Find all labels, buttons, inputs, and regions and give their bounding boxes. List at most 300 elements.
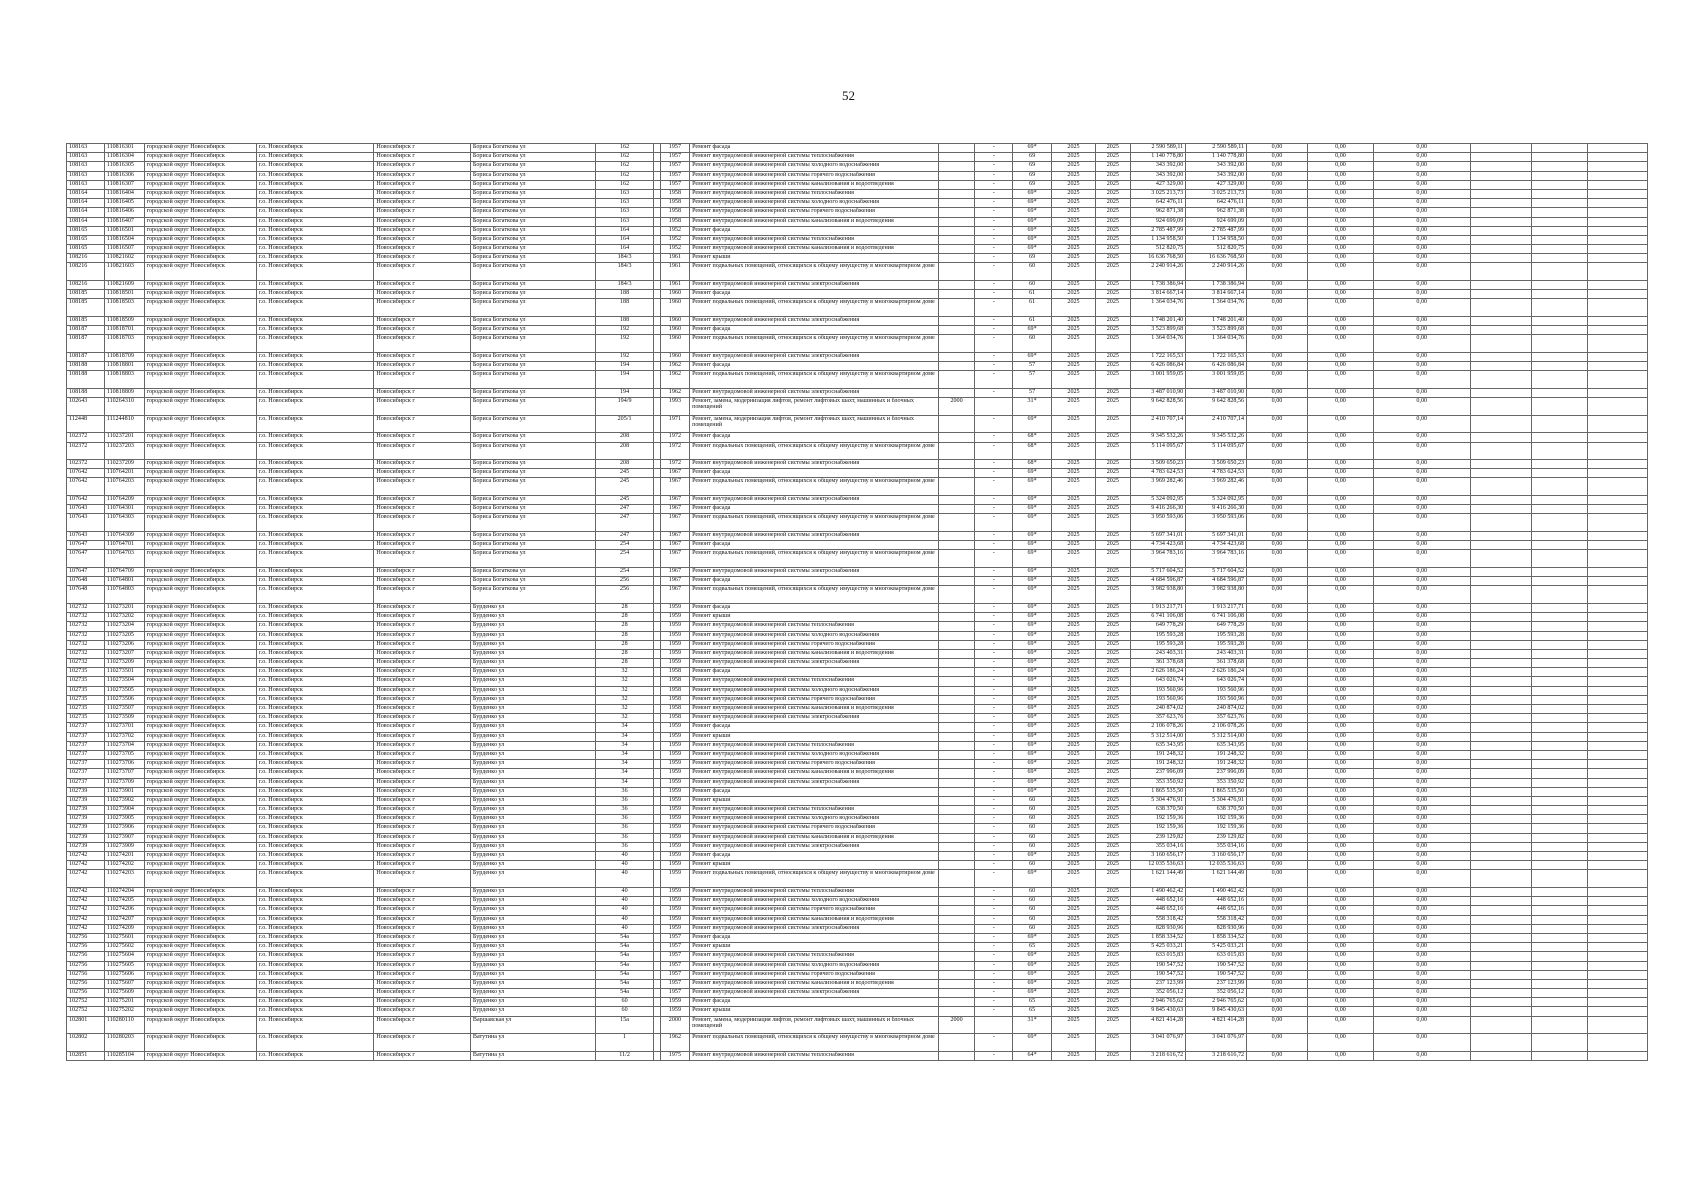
budget-cost-b-cell: 0,00 <box>1307 842 1373 851</box>
fund-cost-cell: 633 015,83 <box>1186 952 1247 961</box>
fund-cost-cell: 352 056,12 <box>1186 989 1247 998</box>
extra-a-cell <box>1470 442 1532 460</box>
lift-year-cell <box>938 815 975 824</box>
year-end-cell: 2025 <box>1096 460 1131 469</box>
dash-mark-cell: - <box>975 226 1013 235</box>
house-number-cell: 34 <box>595 732 654 741</box>
budget-cost-a-cell: 0,00 <box>1247 824 1308 833</box>
extra-c-cell <box>1588 613 1648 622</box>
lift-year-cell <box>938 952 975 961</box>
lift-year-cell <box>938 989 975 998</box>
budget-cost-b-cell: 0,00 <box>1307 787 1373 796</box>
item-code-cell: 110764301 <box>104 505 144 514</box>
year-end-cell: 2025 <box>1096 732 1131 741</box>
house-number-cell: 163 <box>595 217 654 226</box>
table-row <box>67 245 1648 254</box>
city-cell: Новосибирск г <box>374 442 471 460</box>
wear-percent-cell: 69* <box>1013 961 1052 970</box>
city-cell: Новосибирск г <box>374 362 471 371</box>
table-row <box>67 649 1648 658</box>
budget-cost-b-cell: 0,00 <box>1307 1051 1373 1060</box>
dash-mark-cell: - <box>975 649 1013 658</box>
item-code-cell: 110273705 <box>104 750 144 759</box>
wear-percent-cell: 69* <box>1013 144 1052 153</box>
municipality-cell: г.о. Новосибирск <box>256 469 373 478</box>
work-type-cell: Ремонт внутридомовой инженерной системы электроснабжения <box>690 460 939 469</box>
extra-c-cell <box>1588 577 1648 586</box>
dash-mark-cell: - <box>975 180 1013 189</box>
budget-cost-a-cell: 0,00 <box>1247 290 1308 299</box>
extra-a-cell <box>1470 460 1532 469</box>
work-type-cell: Ремонт подвальных помещений, относящихся к общему имуществу в многоквартирном доме <box>690 335 939 353</box>
year-end-cell: 2025 <box>1096 888 1131 897</box>
extra-c-cell <box>1588 162 1648 171</box>
extra-a-cell <box>1470 888 1532 897</box>
district-cell: городской округ Новосибирск <box>144 787 256 796</box>
year-start-cell: 2025 <box>1051 861 1095 870</box>
extra-b-cell <box>1532 677 1588 686</box>
house-number-cell: 164 <box>595 226 654 235</box>
district-cell: городской округ Новосибирск <box>144 208 256 217</box>
budget-cost-a-cell: 0,00 <box>1247 415 1308 433</box>
budget-cost-b-cell: 0,00 <box>1307 398 1373 416</box>
house-id-cell: 102732 <box>67 640 105 649</box>
year-end-cell: 2025 <box>1096 796 1131 805</box>
table-row <box>67 263 1648 281</box>
house-number-cell: 11/2 <box>595 1051 654 1060</box>
house-number-cell: 254 <box>595 541 654 550</box>
item-code-cell: 110273909 <box>104 842 144 851</box>
budget-cost-c-cell: 0,00 <box>1374 568 1471 577</box>
city-cell: Новосибирск г <box>374 281 471 290</box>
work-type-cell: Ремонт фасада <box>690 326 939 335</box>
city-cell: Новосибирск г <box>374 326 471 335</box>
budget-cost-b-cell: 0,00 <box>1307 640 1373 649</box>
item-code-cell: 110273906 <box>104 824 144 833</box>
house-id-cell: 108163 <box>67 153 105 162</box>
wear-percent-cell: 60 <box>1013 796 1052 805</box>
wear-percent-cell: 69* <box>1013 622 1052 631</box>
fund-cost-cell: 12 035 536,63 <box>1186 861 1247 870</box>
fund-cost-cell: 2 785 487,99 <box>1186 226 1247 235</box>
wear-percent-cell: 69* <box>1013 514 1052 532</box>
work-type-cell: Ремонт фасада <box>690 577 939 586</box>
table-row <box>67 415 1648 433</box>
total-cost-cell: 237 123,99 <box>1130 979 1186 988</box>
table-row <box>67 352 1648 361</box>
wear-percent-cell: 69* <box>1013 352 1052 361</box>
district-cell: городской округ Новосибирск <box>144 659 256 668</box>
street-cell: Бориса Богаткова ул <box>470 398 595 416</box>
table-row <box>67 371 1648 389</box>
house-number-cell: 1 <box>595 1034 654 1052</box>
budget-cost-c-cell: 0,00 <box>1374 998 1471 1007</box>
work-type-cell: Ремонт фасада <box>690 998 939 1007</box>
dash-mark-cell: - <box>975 235 1013 244</box>
item-code-cell: 110818501 <box>104 290 144 299</box>
extra-a-cell <box>1470 335 1532 353</box>
municipality-cell: г.о. Новосибирск <box>256 326 373 335</box>
municipality-cell: г.о. Новосибирск <box>256 870 373 888</box>
extra-c-cell <box>1588 362 1648 371</box>
extra-c-cell <box>1588 631 1648 640</box>
budget-cost-c-cell: 0,00 <box>1374 915 1471 924</box>
budget-cost-b-cell: 0,00 <box>1307 979 1373 988</box>
municipality-cell: г.о. Новосибирск <box>256 577 373 586</box>
dash-mark-cell: - <box>975 281 1013 290</box>
dash-mark-cell: - <box>975 245 1013 254</box>
fund-cost-cell: 4 734 423,68 <box>1186 541 1247 550</box>
dash-mark-cell: - <box>975 208 1013 217</box>
dash-mark-cell: - <box>975 933 1013 942</box>
table-row <box>67 861 1648 870</box>
fund-cost-cell: 962 871,38 <box>1186 208 1247 217</box>
city-cell: Новосибирск г <box>374 961 471 970</box>
year-end-cell: 2025 <box>1096 1007 1131 1016</box>
district-cell: городской округ Новосибирск <box>144 631 256 640</box>
district-cell: городской округ Новосибирск <box>144 888 256 897</box>
lift-year-cell <box>938 640 975 649</box>
year-end-cell: 2025 <box>1096 335 1131 353</box>
extra-c-cell <box>1588 388 1648 397</box>
street-cell: Бориса Богаткова ул <box>470 442 595 460</box>
municipality-cell: г.о. Новосибирск <box>256 640 373 649</box>
year-end-cell: 2025 <box>1096 659 1131 668</box>
house-number-cell: 60 <box>595 1007 654 1016</box>
budget-cost-a-cell: 0,00 <box>1247 189 1308 198</box>
street-cell: Бориса Богаткова ул <box>470 362 595 371</box>
year-end-cell: 2025 <box>1096 299 1131 317</box>
total-cost-cell: 5 324 092,95 <box>1130 496 1186 505</box>
house-number-cell: 184/3 <box>595 281 654 290</box>
work-type-cell: Ремонт подвальных помещений, относящихся к общему имуществу в многоквартирном доме <box>690 1034 939 1052</box>
table-row <box>67 1016 1648 1034</box>
total-cost-cell: 343 392,00 <box>1130 162 1186 171</box>
street-cell: Бориса Богаткова ул <box>470 415 595 433</box>
budget-cost-c-cell: 0,00 <box>1374 989 1471 998</box>
extra-c-cell <box>1588 824 1648 833</box>
year-start-cell: 2025 <box>1051 496 1095 505</box>
lift-year-cell <box>938 769 975 778</box>
lift-year-cell <box>938 714 975 723</box>
extra-b-cell <box>1532 603 1588 612</box>
item-code-cell: 110273709 <box>104 778 144 787</box>
house-number-cell: 254 <box>595 568 654 577</box>
year-built-cell: 1959 <box>660 833 689 842</box>
extra-a-cell <box>1470 281 1532 290</box>
lift-year-cell <box>938 433 975 442</box>
street-cell: Варшавская ул <box>470 1016 595 1034</box>
year-end-cell: 2025 <box>1096 171 1131 180</box>
municipality-cell: г.о. Новосибирск <box>256 290 373 299</box>
budget-cost-c-cell: 0,00 <box>1374 861 1471 870</box>
house-id-cell: 107643 <box>67 532 105 541</box>
total-cost-cell: 5 697 341,01 <box>1130 532 1186 541</box>
year-built-cell: 1972 <box>660 433 689 442</box>
extra-b-cell <box>1532 478 1588 496</box>
street-cell: Бориса Богаткова ул <box>470 317 595 326</box>
municipality-cell: г.о. Новосибирск <box>256 460 373 469</box>
budget-cost-b-cell: 0,00 <box>1307 714 1373 723</box>
year-start-cell: 2025 <box>1051 649 1095 658</box>
year-start-cell: 2025 <box>1051 933 1095 942</box>
dash-mark-cell: - <box>975 842 1013 851</box>
total-cost-cell: 1 621 144,49 <box>1130 870 1186 888</box>
extra-a-cell <box>1470 199 1532 208</box>
city-cell: Новосибирск г <box>374 433 471 442</box>
house-id-cell: 108164 <box>67 208 105 217</box>
year-built-cell: 1967 <box>660 541 689 550</box>
house-id-cell: 107642 <box>67 496 105 505</box>
work-type-cell: Ремонт подвальных помещений, относящихся к общему имуществу в многоквартирном доме <box>690 586 939 604</box>
wear-percent-cell: 69* <box>1013 640 1052 649</box>
dash-mark-cell: - <box>975 217 1013 226</box>
budget-cost-c-cell: 0,00 <box>1374 824 1471 833</box>
item-code-cell: 110818509 <box>104 317 144 326</box>
budget-cost-a-cell: 0,00 <box>1247 906 1308 915</box>
item-code-cell: 110273509 <box>104 714 144 723</box>
fund-cost-cell: 5 425 033,21 <box>1186 943 1247 952</box>
work-type-cell: Ремонт внутридомовой инженерной системы электроснабжения <box>690 924 939 933</box>
dash-mark-cell: - <box>975 550 1013 568</box>
wear-percent-cell: 65 <box>1013 998 1052 1007</box>
lift-year-cell <box>938 189 975 198</box>
house-id-cell: 108188 <box>67 362 105 371</box>
total-cost-cell: 1 913 217,71 <box>1130 603 1186 612</box>
year-start-cell: 2025 <box>1051 915 1095 924</box>
district-cell: городской округ Новосибирск <box>144 568 256 577</box>
table-row <box>67 235 1648 244</box>
year-start-cell: 2025 <box>1051 388 1095 397</box>
district-cell: городской округ Новосибирск <box>144 496 256 505</box>
year-start-cell: 2025 <box>1051 317 1095 326</box>
district-cell: городской округ Новосибирск <box>144 760 256 769</box>
table-row <box>67 586 1648 604</box>
municipality-cell: г.о. Новосибирск <box>256 970 373 979</box>
table-row <box>67 433 1648 442</box>
house-id-cell: 108163 <box>67 171 105 180</box>
lift-year-cell <box>938 478 975 496</box>
budget-cost-c-cell: 0,00 <box>1374 415 1471 433</box>
city-cell: Новосибирск г <box>374 723 471 732</box>
extra-b-cell <box>1532 979 1588 988</box>
total-cost-cell: 3 814 667,14 <box>1130 290 1186 299</box>
year-end-cell: 2025 <box>1096 162 1131 171</box>
house-id-cell: 108165 <box>67 245 105 254</box>
work-type-cell: Ремонт фасада <box>690 505 939 514</box>
extra-c-cell <box>1588 398 1648 416</box>
item-code-cell: 110273704 <box>104 741 144 750</box>
wear-percent-cell: 69* <box>1013 732 1052 741</box>
house-number-cell: 34 <box>595 769 654 778</box>
street-cell: Бориса Богаткова ул <box>470 144 595 153</box>
budget-cost-b-cell: 0,00 <box>1307 469 1373 478</box>
year-end-cell: 2025 <box>1096 833 1131 842</box>
lift-year-cell <box>938 541 975 550</box>
table-row <box>67 870 1648 888</box>
total-cost-cell: 448 652,16 <box>1130 897 1186 906</box>
house-number-cell: 34 <box>595 723 654 732</box>
year-start-cell: 2025 <box>1051 505 1095 514</box>
year-start-cell: 2025 <box>1051 824 1095 833</box>
lift-year-cell <box>938 180 975 189</box>
district-cell: городской округ Новосибирск <box>144 915 256 924</box>
extra-a-cell <box>1470 640 1532 649</box>
budget-cost-c-cell: 0,00 <box>1374 897 1471 906</box>
house-number-cell: 54а <box>595 989 654 998</box>
extra-c-cell <box>1588 778 1648 787</box>
table-row <box>67 478 1648 496</box>
budget-cost-c-cell: 0,00 <box>1374 806 1471 815</box>
extra-b-cell <box>1532 952 1588 961</box>
year-end-cell: 2025 <box>1096 189 1131 198</box>
budget-cost-b-cell: 0,00 <box>1307 281 1373 290</box>
item-code-cell: 110274202 <box>104 861 144 870</box>
extra-b-cell <box>1532 398 1588 416</box>
extra-c-cell <box>1588 769 1648 778</box>
street-cell: Бурденко ул <box>470 888 595 897</box>
year-start-cell: 2025 <box>1051 235 1095 244</box>
house-number-cell: 32 <box>595 714 654 723</box>
municipality-cell: г.о. Новосибирск <box>256 254 373 263</box>
budget-cost-c-cell: 0,00 <box>1374 226 1471 235</box>
fund-cost-cell: 195 593,28 <box>1186 631 1247 640</box>
street-cell: Бориса Богаткова ул <box>470 290 595 299</box>
fund-cost-cell: 243 403,31 <box>1186 649 1247 658</box>
city-cell: Новосибирск г <box>374 824 471 833</box>
budget-cost-b-cell: 0,00 <box>1307 705 1373 714</box>
city-cell: Новосибирск г <box>374 640 471 649</box>
house-number-cell: 245 <box>595 469 654 478</box>
table-row <box>67 787 1648 796</box>
table-row <box>67 362 1648 371</box>
extra-a-cell <box>1470 613 1532 622</box>
extra-c-cell <box>1588 714 1648 723</box>
year-built-cell: 1959 <box>660 640 689 649</box>
year-start-cell: 2025 <box>1051 705 1095 714</box>
table-row <box>67 1007 1648 1016</box>
wear-percent-cell: 60 <box>1013 824 1052 833</box>
budget-cost-c-cell: 0,00 <box>1374 723 1471 732</box>
extra-c-cell <box>1588 415 1648 433</box>
fund-cost-cell: 448 652,16 <box>1186 906 1247 915</box>
total-cost-cell: 3 218 616,72 <box>1130 1051 1186 1060</box>
street-cell: Бориса Богаткова ул <box>470 226 595 235</box>
lift-year-cell <box>938 778 975 787</box>
extra-a-cell <box>1470 686 1532 695</box>
year-built-cell: 1959 <box>660 750 689 759</box>
city-cell: Новосибирск г <box>374 496 471 505</box>
city-cell: Новосибирск г <box>374 180 471 189</box>
extra-b-cell <box>1532 153 1588 162</box>
house-number-cell: 192 <box>595 326 654 335</box>
extra-a-cell <box>1470 842 1532 851</box>
year-end-cell: 2025 <box>1096 290 1131 299</box>
work-type-cell: Ремонт внутридомовой инженерной системы теплоснабжения <box>690 153 939 162</box>
district-cell: городской округ Новосибирск <box>144 235 256 244</box>
municipality-cell: г.о. Новосибирск <box>256 686 373 695</box>
house-id-cell: 112448 <box>67 415 105 433</box>
district-cell: городской округ Новосибирск <box>144 824 256 833</box>
total-cost-cell: 191 248,32 <box>1130 760 1186 769</box>
city-cell: Новосибирск г <box>374 568 471 577</box>
extra-a-cell <box>1470 217 1532 226</box>
dash-mark-cell: - <box>975 199 1013 208</box>
street-cell: Бориса Богаткова ул <box>470 162 595 171</box>
year-start-cell: 2025 <box>1051 870 1095 888</box>
budget-cost-c-cell: 0,00 <box>1374 326 1471 335</box>
extra-b-cell <box>1532 640 1588 649</box>
work-type-cell: Ремонт крыши <box>690 861 939 870</box>
fund-cost-cell: 5 304 476,91 <box>1186 796 1247 805</box>
municipality-cell: г.о. Новосибирск <box>256 897 373 906</box>
lift-year-cell <box>938 897 975 906</box>
house-number-cell: 188 <box>595 299 654 317</box>
city-cell: Новосибирск г <box>374 979 471 988</box>
item-code-cell: 110275606 <box>104 970 144 979</box>
street-cell: Ватутина ул <box>470 1051 595 1060</box>
year-start-cell: 2025 <box>1051 787 1095 796</box>
year-start-cell: 2025 <box>1051 433 1095 442</box>
extra-b-cell <box>1532 290 1588 299</box>
municipality-cell: г.о. Новосибирск <box>256 631 373 640</box>
item-code-cell: 110273702 <box>104 732 144 741</box>
total-cost-cell: 2 946 765,62 <box>1130 998 1186 1007</box>
city-cell: Новосибирск г <box>374 478 471 496</box>
extra-a-cell <box>1470 924 1532 933</box>
year-start-cell: 2025 <box>1051 897 1095 906</box>
total-cost-cell: 6 426 086,84 <box>1130 362 1186 371</box>
house-number-cell: 40 <box>595 897 654 906</box>
dash-mark-cell: - <box>975 532 1013 541</box>
extra-b-cell <box>1532 806 1588 815</box>
budget-cost-a-cell: 0,00 <box>1247 870 1308 888</box>
street-cell: Бориса Богаткова ул <box>470 541 595 550</box>
extra-b-cell <box>1532 695 1588 704</box>
budget-cost-c-cell: 0,00 <box>1374 171 1471 180</box>
house-number-cell: 192 <box>595 335 654 353</box>
extra-c-cell <box>1588 208 1648 217</box>
house-id-cell: 108163 <box>67 162 105 171</box>
work-type-cell: Ремонт подвальных помещений, относящихся к общему имуществу в многоквартирном доме <box>690 442 939 460</box>
extra-c-cell <box>1588 568 1648 577</box>
year-built-cell: 1959 <box>660 760 689 769</box>
house-number-cell: 162 <box>595 153 654 162</box>
fund-cost-cell: 2 240 914,26 <box>1186 263 1247 281</box>
municipality-cell: г.о. Новосибирск <box>256 514 373 532</box>
total-cost-cell: 239 129,82 <box>1130 833 1186 842</box>
extra-c-cell <box>1588 705 1648 714</box>
extra-c-cell <box>1588 541 1648 550</box>
year-end-cell: 2025 <box>1096 541 1131 550</box>
budget-cost-b-cell: 0,00 <box>1307 352 1373 361</box>
extra-a-cell <box>1470 897 1532 906</box>
dash-mark-cell: - <box>975 888 1013 897</box>
wear-percent-cell: 69* <box>1013 208 1052 217</box>
wear-percent-cell: 69* <box>1013 577 1052 586</box>
wear-percent-cell: 69* <box>1013 189 1052 198</box>
year-start-cell: 2025 <box>1051 906 1095 915</box>
wear-percent-cell: 60 <box>1013 842 1052 851</box>
extra-c-cell <box>1588 290 1648 299</box>
total-cost-cell: 190 547,52 <box>1130 961 1186 970</box>
extra-a-cell <box>1470 317 1532 326</box>
item-code-cell: 110764201 <box>104 469 144 478</box>
extra-c-cell <box>1588 732 1648 741</box>
wear-percent-cell: 69* <box>1013 478 1052 496</box>
municipality-cell: г.о. Новосибирск <box>256 217 373 226</box>
year-end-cell: 2025 <box>1096 352 1131 361</box>
